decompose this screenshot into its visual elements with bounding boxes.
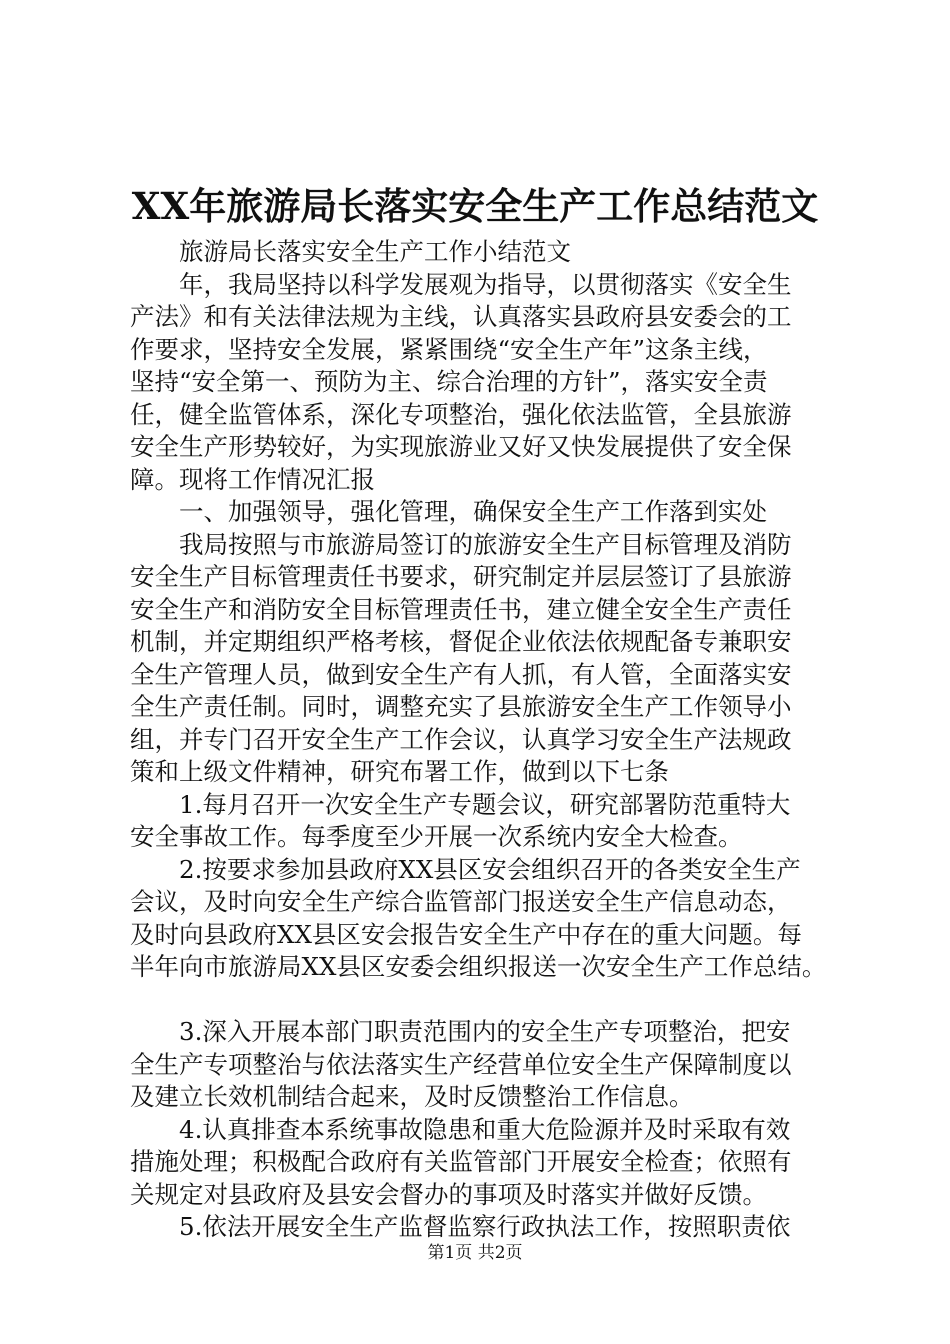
body-line: 坚持“安全第一、预防为主、综合治理的方针”，落实安全责 — [130, 367, 768, 396]
body-line: 我局按照与市旅游局签订的旅游安全生产目标管理及消防 — [130, 529, 792, 559]
body-line: 措施处理；积极配合政府有关监管部门开展安全检查；依照有 — [130, 1147, 792, 1176]
body-line: 及时向县政府XX县区安会报告安全生产中存在的重大问题。每 — [130, 919, 802, 949]
body-line: 安全生产目标管理责任书要求，研究制定并层层签订了县旅游 — [130, 562, 792, 591]
body-line: 作要求，坚持安全发展，紧紧围绕“安全生产年”这条主线， — [130, 334, 768, 364]
blank-line — [130, 984, 830, 1017]
body-line: 组，并专门召开安全生产工作会议，认真学习安全生产法规政 — [130, 724, 792, 754]
body-line: 全生产责任制。同时，调整充实了县旅游安全生产工作领导小 — [130, 692, 792, 721]
body-line: 安全生产和消防安全目标管理责任书，建立健全安全生产责任 — [130, 594, 792, 624]
list-item: 4.认真排查本系统事故隐患和重大危险源并及时采取有效 — [130, 1114, 791, 1144]
body-line: 安全生产形势较好，为实现旅游业又好又快发展提供了安全保 — [130, 432, 792, 461]
document-body — [130, 236, 830, 1244]
body-line: 全生产专项整治与依法落实生产经营单位安全生产保障制度以 — [130, 1049, 792, 1079]
body-line: 及建立长效机制结合起来，及时反馈整治工作信息。 — [130, 1082, 694, 1111]
body-line: 旅游局长落实安全生产工作小结范文 — [130, 237, 571, 266]
list-item: 1.每月召开一次安全生产专题会议，研究部署防范重特大 — [130, 789, 791, 819]
body-line: 机制，并定期组织严格考核，督促企业依法依规配备专兼职安 — [130, 627, 792, 656]
body-line: 半年向市旅游局XX县区安委会组织报送一次安全生产工作总结。 — [130, 952, 827, 981]
body-line: 任，健全监管体系，深化专项整治，强化依法监管，全县旅游 — [130, 399, 792, 429]
body-line: 关规定对县政府及县安会督办的事项及时落实并做好反馈。 — [130, 1179, 767, 1209]
list-item: 3.深入开展本部门职责范围内的安全生产专项整治，把安 — [130, 1017, 791, 1046]
body-line: 全生产管理人员，做到安全生产有人抓，有人管，全面落实安 — [130, 659, 792, 689]
page-footer: 第1页 共2页 — [427, 1243, 523, 1263]
body-line: 会议，及时向安全生产综合监管部门报送安全生产信息动态， — [130, 887, 792, 916]
body-line: 产法》和有关法律法规为主线，认真落实县政府县安委会的工 — [130, 302, 792, 331]
body-line: 安全事故工作。每季度至少开展一次系统内安全大检查。 — [130, 822, 743, 851]
document-title: XX年旅游局长落实安全生产工作总结范文 — [131, 184, 819, 228]
body-line: 策和上级文件精神，研究布署工作，做到以下七条 — [130, 757, 669, 786]
section-heading: 一、加强领导，强化管理，确保安全生产工作落到实处 — [130, 497, 767, 526]
body-line: 障。现将工作情况汇报 — [130, 464, 375, 494]
body-line: 年，我局坚持以科学发展观为指导，以贯彻落实《安全生 — [130, 269, 792, 299]
list-item: 2.按要求参加县政府XX县区安会组织召开的各类安全生产 — [130, 854, 801, 884]
list-item: 5.依法开展安全生产监督监察行政执法工作，按照职责依 — [130, 1212, 791, 1241]
